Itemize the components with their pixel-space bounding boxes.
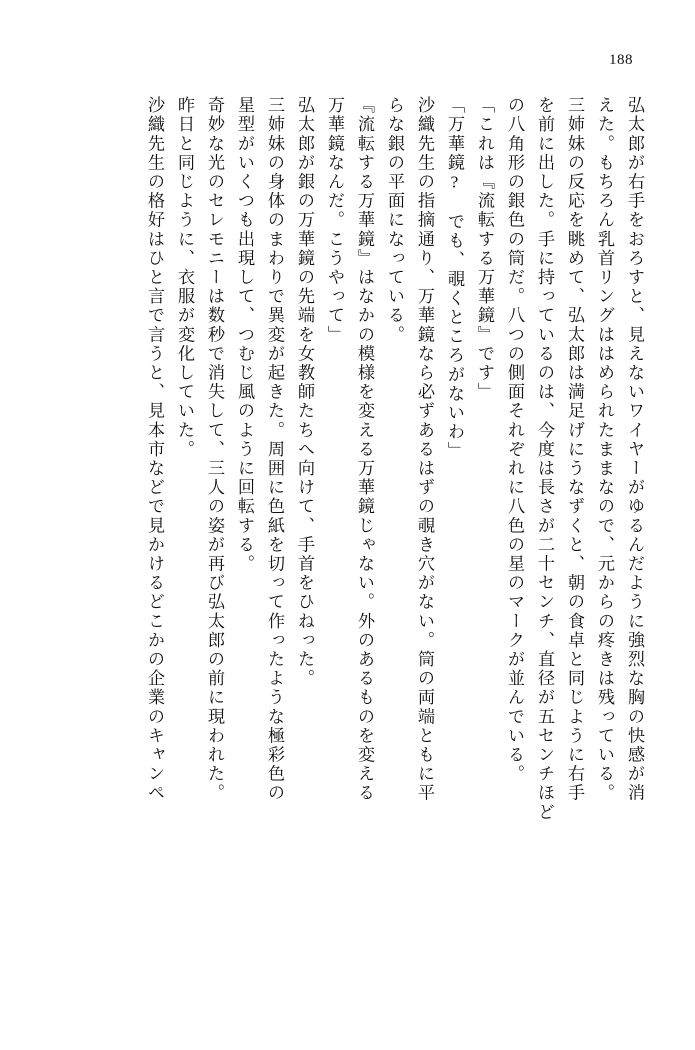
text-line: の八角形の銀色の筒だ。八つの側面それぞれに八色の星のマークが並んでいる。 bbox=[505, 96, 524, 784]
page-number: 188 bbox=[609, 52, 633, 68]
text-line: 星型がいくつも出現して、つむじ風のように回転する。 bbox=[235, 96, 254, 574]
text-line: 弘太郎が銀の万華鏡の先端を女教師たちへ向けて、手首をひねった。 bbox=[295, 96, 314, 689]
text-line: らな銀の平面になっている。 bbox=[385, 96, 404, 345]
text-line: 奇妙な光のセレモニーは数秒で消失して、三人の姿が再び弘太郎の前に現われた。 bbox=[205, 96, 224, 803]
vertical-text-body bbox=[52, 96, 643, 976]
text-line: 三姉妹の身体のまわりで異変が起きた。周囲に色紙を切って作ったような極彩色の bbox=[265, 96, 284, 803]
text-line: を前に出した。手に持っているのは、今度は長さが二十センチ、直径が五センチほど bbox=[535, 96, 554, 822]
text-line: 「これは『流転する万華鏡』です」 bbox=[475, 96, 494, 402]
text-line: 昨日と同じように、衣服が変化していた。 bbox=[175, 96, 194, 459]
text-line: 「万華鏡? でも、覗くところがないわ」 bbox=[445, 96, 464, 461]
text-line: えた。もちろん乳首リングははめられたままなので、元からの疼きは残っている。 bbox=[595, 96, 614, 803]
text-line: 沙織先生の指摘通り、万華鏡なら必ずあるはずの覗き穴がない。筒の両端ともに平 bbox=[415, 96, 434, 803]
text-line: 三姉妹の反応を眺めて、弘太郎は満足げにうなずくと、朝の食卓と同じように右手 bbox=[565, 96, 584, 803]
text-line: 『流転する万華鏡』はなかの模様を変える万華鏡じゃない。外のあるものを変える bbox=[355, 96, 374, 803]
text-line: 万華鏡なんだ。こうやって」 bbox=[325, 96, 344, 345]
text-line: 弘太郎が右手をおろすと、見えないワイヤーがゆるんだように強烈な胸の快感が消 bbox=[625, 96, 644, 803]
text-line: 沙織先生の格好はひと言で言うと、見本市などで見かけるどこかの企業のキャンペ bbox=[145, 96, 164, 803]
